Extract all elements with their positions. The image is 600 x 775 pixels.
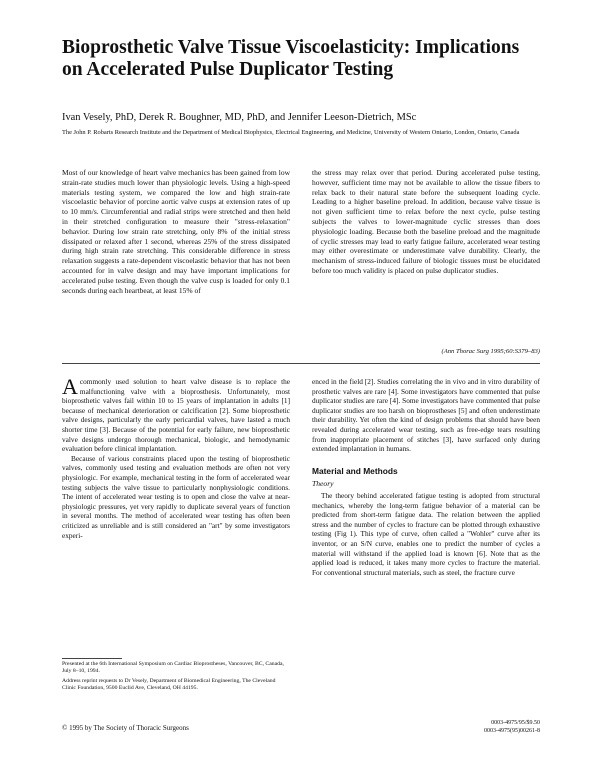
drop-cap: A bbox=[62, 374, 78, 399]
right-paragraph-1: enced in the field [2]. Studies correlating the in vivo and in vitro durability of prosthetic valves are rare [4]. Some investigators have commented that pulse duplicator studies are rare [4]. Some investigators have commented that pulse duplicator studies are too harsh on bioprostheses [5] and often underestimate their durability. Yet often the kind of design problems that should have been revealed during accelerated wear testing, such as free-edge tears resulting from inappropriate placement of stitches [3], have surfaced only during extended implantation in humans. bbox=[312, 377, 540, 454]
journal-citation: (Ann Thorac Surg 1995;60:S379–83) bbox=[441, 348, 540, 355]
body-column-left bbox=[62, 374, 290, 540]
footnote-reprints: Address reprint requests to Dr Vesely, Department of Biomedical Engineering, The Cleveland Clinic Foundation, 9500 Euclid Ave, Cleveland, OH 44195. bbox=[62, 677, 276, 692]
pii-code: 0003-4975(95)00261-8 bbox=[484, 727, 540, 734]
footnotes bbox=[62, 661, 290, 695]
intro-paragraph-1-text: commonly used solution to heart valve disease is to replace the malfunctioning valve with a bioprosthesis. Unfortunately, most bioprosthetic valves fail within 10 to 15 years of implantation in adults [1] because of mechanical deterioration or calcification [2]. Some bioprosthetic valve designs, particularly the early pericardial valves, have lasted a much shorter time [3]. Because of the potential for early failure, new bioprosthetic valve designs undergo thorough mechanical, biologic, and hemodynamic evaluation before clinical implantation. bbox=[62, 377, 290, 454]
intro-paragraph-1 bbox=[62, 374, 290, 454]
footnote-divider bbox=[62, 658, 122, 659]
abstract-divider bbox=[62, 363, 540, 364]
footnote-presented: Presented at the 6th International Symposium on Cardiac Bioprostheses, Vancouver, BC, Canada, July 8–10, 1994. bbox=[62, 661, 284, 675]
copyright-line: © 1995 by The Society of Thoracic Surgeons bbox=[62, 724, 189, 732]
issn-code: 0003-4975/95/$9.50 bbox=[491, 720, 540, 726]
body-column-right bbox=[312, 377, 540, 577]
abstract-left: Most of our knowledge of heart valve mechanics has been gained from low strain-rate studies much lower than physiologic levels. Using a high-speed materials testing system, we compared the low and high strain-rate viscoelastic behavior of porcine aortic valve cusps at extension rates of up to 10 mm/s. Circumferential and radial strips were stretched and then held in their stretched configuration to measure their "stress-relaxation" behavior. During low strain rate stretching, only 8% of the initial stress dissipated or relaxed after 1 second, whereas 25% of the stress dissipated during high strain rate stretching. This considerable difference in stress relaxation suggests a rate-dependent viscoelastic behavior that has not been accounted for in valve design and may have important implications for accelerated pulse testing. Even though the valve cusp is loaded for only 0.1 seconds during each heartbeat, at least 15% of bbox=[62, 168, 290, 295]
right-paragraph-2: The theory behind accelerated fatigue testing is adopted from structural mechanics, whereby the long-term fatigue behavior of a material can be predicted from short-term fatigue data. The relation between the applied stress and the number of cycles to fracture can be plotted through exhaustive testing (Fig 1). This type of curve, often called a "Wohler" curve after its inventor, or an S/N curve, enables one to predict the number of cycles a material will withstand if the applied load is known [6]. Note that as the applied load is reduced, it takes many more cycles to fracture the material. For conventional structural materials, such as steel, the fracture curve bbox=[312, 490, 540, 577]
subsection-heading: Theory bbox=[312, 479, 334, 489]
abstract-right: the stress may relax over that period. During accelerated pulse testing, however, sufficient time may not be available to allow the tissue fibers to relax back to their natural state before the subsequent loading cycle. Leading to a higher baseline preload. In addition, because valve tissue is not given sufficient time to relax before the next cycle, pulse testing subjects the valves to lower-magnitude cyclic stresses than does physiologic loading. Because both the baseline preload and the magnitude of cyclic stresses may lead to early fatigue failure, accelerated wear testing may either overestimate or underestimate valve durability. Clearly, the mechanism of stress-induced failure of biologic tissues must be elucidated before too much validity is placed on pulse duplicator studies. bbox=[312, 168, 540, 275]
author-line: Ivan Vesely, PhD, Derek R. Boughner, MD, PhD, and Jennifer Leeson-Dietrich, MSc bbox=[62, 112, 417, 123]
intro-paragraph-2: Because of various constraints placed upon the testing of bioprosthetic valves, commonly used testing and evaluation methods are often not very physiologic. For example, mechanical testing in the form of accelerated wear testing subjects the valve tissue to particularly nonphysiologic conditions. The intent of accelerated wear testing is to open and close the valve at near-physiologic pressures, yet very rapidly to duplicate several years of function in several months. The method of accelerated wear testing has often been criticized as unreliable and is still considered an "art" by some investigators experi- bbox=[62, 453, 290, 540]
publication-codes bbox=[470, 720, 540, 735]
paper-title: Bioprosthetic Valve Tissue Viscoelasticity: Implications on Accelerated Pulse Duplicator Testing bbox=[62, 37, 520, 80]
affiliation: The John P. Robarts Research Institute and the Department of Medical Biophysics, Electrical Engineering, and Medicine, University of Western Ontario, London, Ontario, Canada bbox=[62, 129, 520, 136]
section-heading: Material and Methods bbox=[312, 465, 398, 476]
